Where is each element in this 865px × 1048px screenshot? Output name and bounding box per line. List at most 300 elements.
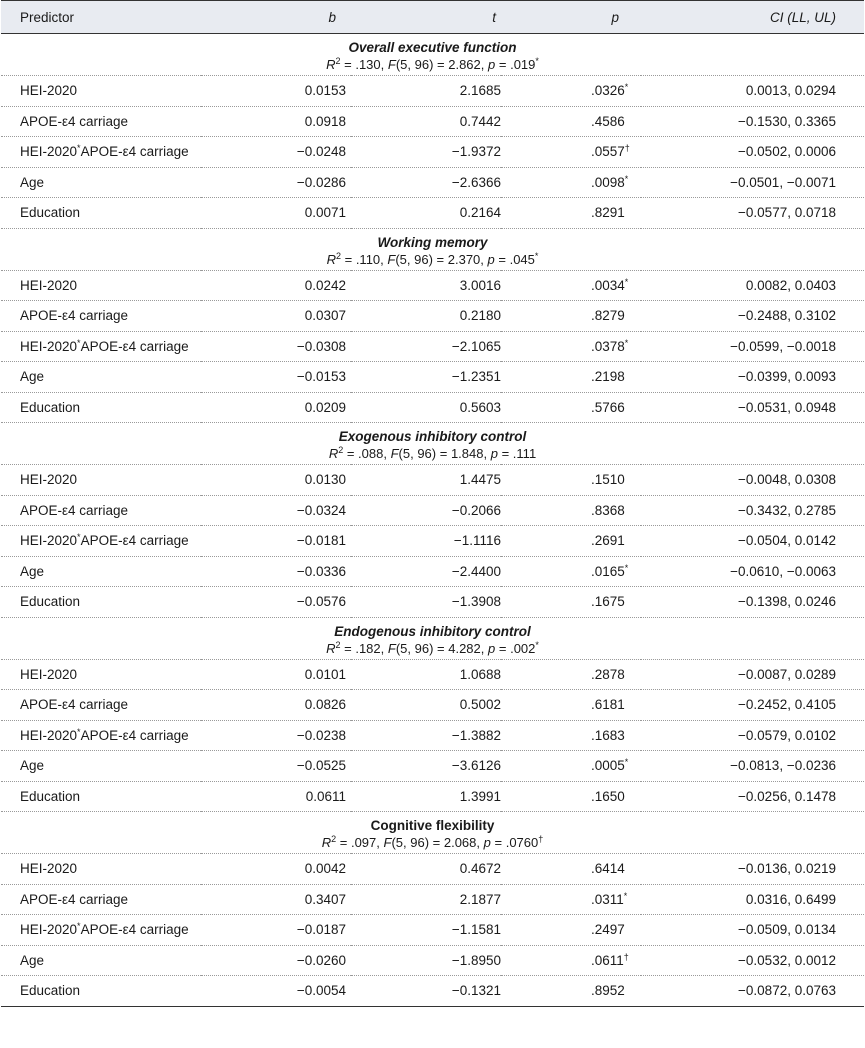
cell-ci: −0.2452, 0.4105 xyxy=(641,690,864,721)
p-mark: * xyxy=(535,639,539,650)
header-t: t xyxy=(351,1,501,34)
table-row xyxy=(1,781,864,812)
predictor-label: Education xyxy=(20,983,81,999)
table-row xyxy=(1,526,864,557)
p-value: .0557 xyxy=(591,144,625,160)
p-wrap xyxy=(591,175,641,190)
table-row xyxy=(1,198,864,229)
p-mark: † xyxy=(623,951,629,962)
cell-p xyxy=(501,587,641,618)
cell-ci: −0.0087, 0.0289 xyxy=(641,659,864,690)
section-header xyxy=(1,228,864,270)
predictor-label: APOE-ε4 carriage xyxy=(20,697,129,713)
cell-t: −1.1116 xyxy=(351,526,501,557)
predictor-label: APOE-ε4 carriage xyxy=(20,502,129,518)
df-value: (5, 96) xyxy=(398,446,437,461)
table-row xyxy=(1,76,864,107)
r2-value: .130 xyxy=(355,57,381,72)
df-value: (5, 96) xyxy=(391,835,430,850)
predictor-label-tail: APOE-ε4 carriage xyxy=(80,533,189,549)
p-mark: * xyxy=(623,890,628,901)
p-value: .8952 xyxy=(591,983,625,999)
cell-p xyxy=(501,781,641,812)
cell-ci: −0.0504, 0.0142 xyxy=(641,526,864,557)
p-value: .0165 xyxy=(591,563,625,579)
r2-value: .182 xyxy=(355,640,381,656)
p-value: .0326 xyxy=(591,83,625,99)
cell-b: 0.0130 xyxy=(201,465,351,496)
cell-b: −0.0181 xyxy=(201,526,351,557)
cell-predictor xyxy=(1,465,201,496)
cell-ci: −0.0256, 0.1478 xyxy=(641,781,864,812)
df-value: (5, 96) xyxy=(395,251,433,267)
cell-b: 0.0918 xyxy=(201,106,351,137)
cell-t: −1.1581 xyxy=(351,915,501,946)
cell-t: −1.2351 xyxy=(351,362,501,393)
p-value: .2497 xyxy=(591,922,625,938)
p-value: .045 xyxy=(509,251,535,267)
cell-ci: −0.0502, 0.0006 xyxy=(641,137,864,168)
cell-predictor xyxy=(1,137,201,168)
predictor-label: Age xyxy=(20,563,45,579)
cell-predictor xyxy=(1,495,201,526)
p-value: .0611 xyxy=(591,952,624,968)
p-value: .0034 xyxy=(591,277,625,293)
cell-t: 0.2164 xyxy=(351,198,501,229)
p-mark: * xyxy=(624,173,629,184)
section-header xyxy=(1,617,864,659)
r2-sup: 2 xyxy=(338,445,344,455)
predictor-label: HEI-2020 xyxy=(20,338,78,354)
p-value: .1675 xyxy=(591,594,625,610)
p-wrap xyxy=(591,758,641,773)
header-p: p xyxy=(501,1,641,34)
cell-t: −2.6366 xyxy=(351,167,501,198)
p-value: .8368 xyxy=(591,502,625,518)
cell-ci: 0.0082, 0.0403 xyxy=(641,270,864,301)
cell-ci: −0.0531, 0.0948 xyxy=(641,392,864,423)
p-value: .1683 xyxy=(591,727,625,743)
cell-ci: −0.0872, 0.0763 xyxy=(641,976,864,1007)
cell-ci: −0.0501, −0.0071 xyxy=(641,167,864,198)
cell-predictor xyxy=(1,884,201,915)
p-mark: * xyxy=(624,82,629,93)
cell-b: −0.0248 xyxy=(201,137,351,168)
p-value: .1510 xyxy=(591,472,625,488)
p-wrap xyxy=(591,697,641,712)
cell-p xyxy=(501,270,641,301)
predictor-label: APOE-ε4 carriage xyxy=(20,891,129,907)
p-label: p xyxy=(487,251,495,267)
cell-predictor xyxy=(1,915,201,946)
cell-ci: −0.2488, 0.3102 xyxy=(641,301,864,332)
p-wrap xyxy=(591,308,641,323)
cell-t: 1.3991 xyxy=(351,781,501,812)
cell-t: 1.4475 xyxy=(351,465,501,496)
eq: = xyxy=(340,57,356,72)
cell-t: −3.6126 xyxy=(351,751,501,782)
table-row xyxy=(1,720,864,751)
p-wrap xyxy=(591,533,641,548)
p-wrap xyxy=(591,861,641,876)
p-wrap xyxy=(591,278,641,293)
cell-p xyxy=(501,76,641,107)
interaction-mark: * xyxy=(77,726,81,737)
cell-predictor xyxy=(1,945,201,976)
cell-p xyxy=(501,392,641,423)
f-value: 4.282 xyxy=(448,640,481,656)
cell-t: 1.0688 xyxy=(351,659,501,690)
eq: = xyxy=(433,57,449,72)
r2-value: .110 xyxy=(355,251,381,267)
f-label: F xyxy=(387,640,396,656)
cell-predictor xyxy=(1,392,201,423)
section-header xyxy=(1,423,864,465)
predictor-label-tail: APOE-ε4 carriage xyxy=(80,727,189,743)
interaction-mark: * xyxy=(77,143,81,154)
eq: = xyxy=(336,835,351,850)
r2-label: R xyxy=(321,835,332,850)
section-header xyxy=(1,34,864,76)
f-label: F xyxy=(387,57,396,72)
header-ci: CI (LL, UL) xyxy=(641,1,864,34)
cell-p xyxy=(501,976,641,1007)
cell-predictor xyxy=(1,106,201,137)
section-model-stats: $R^2 = .110$, F(5, 96) = 2.370, p = .045* xyxy=(326,250,539,267)
cell-p xyxy=(501,331,641,362)
cell-t: 0.5002 xyxy=(351,690,501,721)
cell-ci: −0.0399, 0.0093 xyxy=(641,362,864,393)
table-row xyxy=(1,751,864,782)
r2-value: .097 xyxy=(350,835,377,850)
p-mark: * xyxy=(534,250,539,261)
section-title: Overall executive function xyxy=(348,40,517,55)
predictor-label: APOE-ε4 carriage xyxy=(20,308,129,324)
table-row xyxy=(1,976,864,1007)
p-value: .6414 xyxy=(591,861,625,877)
cell-predictor xyxy=(1,854,201,885)
cell-b: 0.0209 xyxy=(201,392,351,423)
cell-ci: −0.0048, 0.0308 xyxy=(641,465,864,496)
f-value: 1.848 xyxy=(450,446,484,461)
r2-label: R xyxy=(328,446,339,461)
cell-p xyxy=(501,751,641,782)
cell-predictor xyxy=(1,198,201,229)
cell-p xyxy=(501,465,641,496)
p-label: p xyxy=(490,446,498,461)
f-label: F xyxy=(390,446,399,461)
cell-predictor xyxy=(1,526,201,557)
table-body xyxy=(1,34,864,1007)
table-row xyxy=(1,362,864,393)
f-value: 2.862 xyxy=(448,57,481,72)
predictor-label-tail: APOE-ε4 carriage xyxy=(80,922,189,938)
cell-predictor xyxy=(1,720,201,751)
table-row xyxy=(1,495,864,526)
r2-value: .088 xyxy=(358,446,384,461)
predictor-label-tail: APOE-ε4 carriage xyxy=(80,144,189,160)
cell-b: 0.0307 xyxy=(201,301,351,332)
section-title: Cognitive flexibility xyxy=(370,818,495,833)
cell-b: −0.0260 xyxy=(201,945,351,976)
cell-b: 0.3407 xyxy=(201,884,351,915)
cell-b: −0.0054 xyxy=(201,976,351,1007)
p-wrap xyxy=(591,789,641,804)
eq: = xyxy=(340,251,356,267)
cell-b: −0.0187 xyxy=(201,915,351,946)
eq: = xyxy=(495,57,511,72)
cell-predictor xyxy=(1,587,201,618)
cell-p xyxy=(501,854,641,885)
cell-p xyxy=(501,106,641,137)
cell-ci: −0.0579, 0.0102 xyxy=(641,720,864,751)
p-mark: † xyxy=(538,834,544,844)
p-value: .0311 xyxy=(591,891,624,907)
cell-t: 0.7442 xyxy=(351,106,501,137)
cell-b: 0.0826 xyxy=(201,690,351,721)
cell-ci: 0.0013, 0.0294 xyxy=(641,76,864,107)
p-value: .0760 xyxy=(505,835,539,850)
p-label: p xyxy=(488,640,496,656)
table-row xyxy=(1,392,864,423)
p-wrap xyxy=(591,892,641,907)
table-row xyxy=(1,167,864,198)
f-label: F xyxy=(383,835,392,850)
p-wrap xyxy=(591,594,641,609)
p-wrap xyxy=(591,83,641,98)
interaction-mark: * xyxy=(77,532,81,543)
p-wrap xyxy=(591,369,641,384)
f-label: F xyxy=(387,251,396,267)
eq: = xyxy=(429,835,444,850)
predictor-label: HEI-2020 xyxy=(20,533,78,549)
cell-t: 0.4672 xyxy=(351,854,501,885)
regression-table xyxy=(1,0,864,1007)
p-value: .2198 xyxy=(591,369,625,385)
r2-sup: 2 xyxy=(335,56,341,66)
p-value: .2691 xyxy=(591,533,625,549)
p-wrap xyxy=(591,922,641,937)
cell-predictor xyxy=(1,76,201,107)
predictor-label: HEI-2020 xyxy=(20,922,78,938)
predictor-label: APOE-ε4 carriage xyxy=(20,113,129,129)
p-mark: * xyxy=(624,276,629,287)
p-wrap xyxy=(591,144,641,159)
table-row xyxy=(1,301,864,332)
p-mark: * xyxy=(624,757,629,768)
section-model-stats: $R^2 = .130$, F(5, 96) = 2.862, p = .019* xyxy=(326,56,539,72)
df-value: (5, 96) xyxy=(395,640,434,656)
p-value: .6181 xyxy=(591,697,625,713)
eq: = xyxy=(343,446,359,461)
cell-predictor xyxy=(1,751,201,782)
predictor-label: Education xyxy=(20,788,81,804)
cell-ci: −0.0610, −0.0063 xyxy=(641,556,864,587)
cell-b: 0.0611 xyxy=(201,781,351,812)
p-mark: * xyxy=(624,562,629,573)
p-value: .4586 xyxy=(591,113,625,129)
cell-ci: −0.0599, −0.0018 xyxy=(641,331,864,362)
p-value: .8291 xyxy=(591,205,625,221)
table-row xyxy=(1,659,864,690)
cell-p xyxy=(501,556,641,587)
p-value: .8279 xyxy=(591,308,625,324)
p-wrap xyxy=(591,953,641,968)
cell-p xyxy=(501,915,641,946)
cell-predictor xyxy=(1,270,201,301)
predictor-label: Age xyxy=(20,952,45,968)
cell-t: −1.3882 xyxy=(351,720,501,751)
eq: = xyxy=(490,835,506,850)
p-wrap xyxy=(591,983,641,998)
cell-b: 0.0101 xyxy=(201,659,351,690)
p-mark: † xyxy=(624,143,630,154)
cell-ci: −0.1530, 0.3365 xyxy=(641,106,864,137)
predictor-label-tail: APOE-ε4 carriage xyxy=(80,338,189,354)
cell-t: −2.1065 xyxy=(351,331,501,362)
cell-predictor xyxy=(1,781,201,812)
p-wrap xyxy=(591,114,641,129)
cell-t: −1.9372 xyxy=(351,137,501,168)
table-row xyxy=(1,884,864,915)
table-row xyxy=(1,331,864,362)
table-row xyxy=(1,854,864,885)
r2-label: R xyxy=(326,251,336,267)
f-value: 2.068 xyxy=(443,835,477,850)
p-value: .0378 xyxy=(591,338,625,354)
header-b: b xyxy=(201,1,351,34)
cell-t: 3.0016 xyxy=(351,270,501,301)
section-header xyxy=(1,812,864,854)
cell-t: 0.5603 xyxy=(351,392,501,423)
table-row xyxy=(1,556,864,587)
table-row xyxy=(1,465,864,496)
section-model-stats: $R^2 = .182$, F(5, 96) = 4.282, p = .002* xyxy=(326,639,539,656)
predictor-label: HEI-2020 xyxy=(20,277,78,293)
cell-predictor xyxy=(1,976,201,1007)
table-row xyxy=(1,915,864,946)
p-wrap xyxy=(591,667,641,682)
predictor-label: HEI-2020 xyxy=(20,666,78,682)
predictor-label: HEI-2020 xyxy=(20,83,78,99)
cell-predictor xyxy=(1,301,201,332)
cell-b: −0.0308 xyxy=(201,331,351,362)
predictor-label: Education xyxy=(20,205,81,221)
cell-b: −0.0525 xyxy=(201,751,351,782)
table-row xyxy=(1,137,864,168)
table-row xyxy=(1,106,864,137)
p-label: p xyxy=(488,57,496,72)
cell-p xyxy=(501,659,641,690)
cell-b: −0.0286 xyxy=(201,167,351,198)
cell-p xyxy=(501,945,641,976)
predictor-label: Age xyxy=(20,369,45,385)
r2-label: R xyxy=(326,640,336,656)
cell-b: −0.0336 xyxy=(201,556,351,587)
r2-label: R xyxy=(326,57,336,72)
predictor-label: Age xyxy=(20,174,45,190)
f-value: 2.370 xyxy=(447,251,481,267)
r2-sup: 2 xyxy=(335,250,341,261)
cell-b: 0.0042 xyxy=(201,854,351,885)
cell-t: 2.1877 xyxy=(351,884,501,915)
table-row xyxy=(1,690,864,721)
header-predictor: Predictor xyxy=(1,1,201,34)
cell-t: −0.1321 xyxy=(351,976,501,1007)
predictor-label: HEI-2020 xyxy=(20,861,78,877)
cell-p xyxy=(501,301,641,332)
cell-b: 0.0071 xyxy=(201,198,351,229)
cell-t: −1.8950 xyxy=(351,945,501,976)
cell-predictor xyxy=(1,690,201,721)
cell-ci: 0.0316, 0.6499 xyxy=(641,884,864,915)
r2-sup: 2 xyxy=(331,834,337,844)
cell-predictor xyxy=(1,362,201,393)
p-value: .111 xyxy=(512,446,537,461)
cell-ci: −0.0813, −0.0236 xyxy=(641,751,864,782)
eq: = xyxy=(495,640,511,656)
predictor-label: HEI-2020 xyxy=(20,727,78,743)
cell-t: −0.2066 xyxy=(351,495,501,526)
section-model-stats: $R^2 = .088$, F(5, 96) = 1.848, p = .111 xyxy=(328,445,537,461)
table-header-row xyxy=(1,1,864,34)
interaction-mark: * xyxy=(77,337,81,348)
cell-p xyxy=(501,167,641,198)
r2-sup: 2 xyxy=(335,639,341,650)
cell-ci: −0.0509, 0.0134 xyxy=(641,915,864,946)
p-value: .5766 xyxy=(591,399,625,415)
cell-b: 0.0242 xyxy=(201,270,351,301)
cell-ci: −0.0136, 0.0219 xyxy=(641,854,864,885)
df-value: (5, 96) xyxy=(395,57,434,72)
p-mark: * xyxy=(624,337,629,348)
p-value: .0098 xyxy=(591,174,625,190)
cell-b: −0.0324 xyxy=(201,495,351,526)
p-wrap xyxy=(591,564,641,579)
p-value: .002 xyxy=(510,640,536,656)
p-wrap xyxy=(591,205,641,220)
predictor-label: HEI-2020 xyxy=(20,144,78,160)
p-label: p xyxy=(483,835,491,850)
cell-t: 2.1685 xyxy=(351,76,501,107)
cell-t: −2.4400 xyxy=(351,556,501,587)
table-row xyxy=(1,270,864,301)
section-model-stats: $R^2 = .097$, F(5, 96) = 2.068, p = .0760† xyxy=(321,834,544,850)
cell-b: −0.0576 xyxy=(201,587,351,618)
p-value: .0005 xyxy=(591,758,625,774)
section-title: Endogenous inhibitory control xyxy=(334,623,531,639)
cell-predictor xyxy=(1,556,201,587)
cell-ci: −0.3432, 0.2785 xyxy=(641,495,864,526)
cell-ci: −0.1398, 0.0246 xyxy=(641,587,864,618)
p-wrap xyxy=(591,728,641,743)
cell-t: −1.3908 xyxy=(351,587,501,618)
predictor-label: Education xyxy=(20,594,81,610)
p-mark: * xyxy=(535,56,539,66)
eq: = xyxy=(497,446,513,461)
table-row xyxy=(1,945,864,976)
predictor-label: HEI-2020 xyxy=(20,472,78,488)
cell-p xyxy=(501,495,641,526)
eq: = xyxy=(436,446,451,461)
p-wrap xyxy=(591,400,641,415)
eq: = xyxy=(433,640,449,656)
cell-b: 0.0153 xyxy=(201,76,351,107)
cell-p xyxy=(501,720,641,751)
eq: = xyxy=(340,640,356,656)
section-title: Working memory xyxy=(377,234,488,250)
cell-p xyxy=(501,198,641,229)
